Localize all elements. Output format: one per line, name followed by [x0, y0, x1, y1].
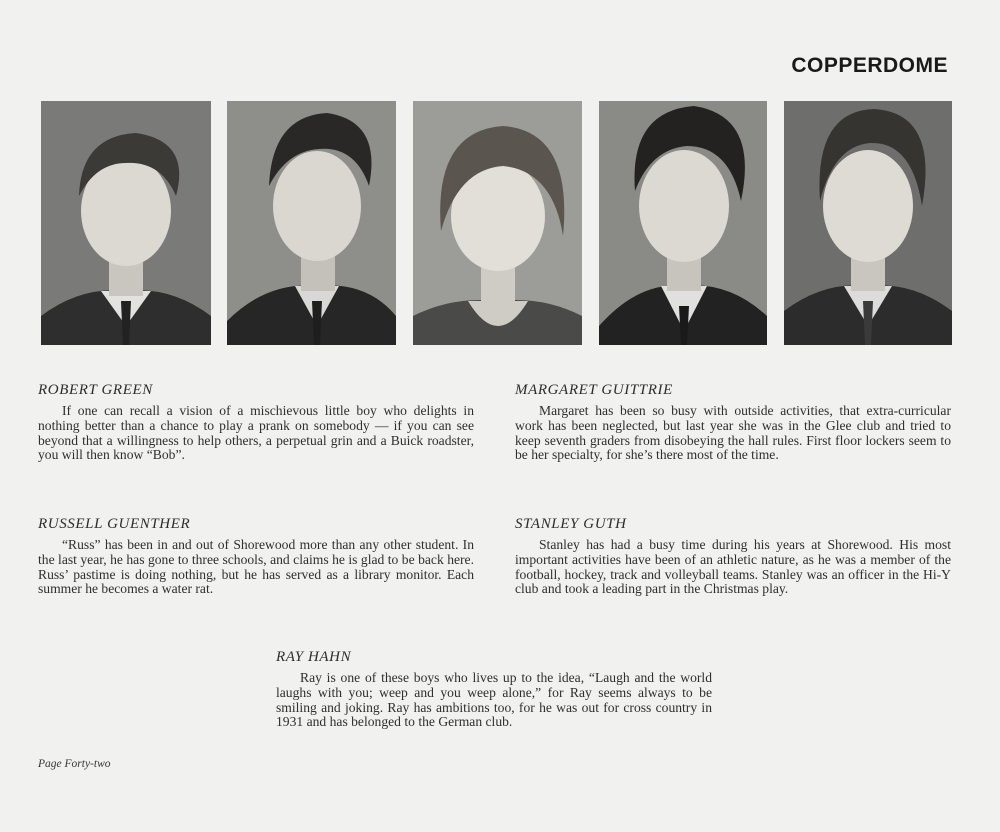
page-number: Page Forty-two [38, 758, 111, 770]
portrait-ray-hahn [784, 101, 952, 345]
student-bio: Ray is one of these boys who lives up to the idea, “Laugh and the world laughs with you; weep and you weep alone,” for Ray seems always to be smiling and joking. Ray has ambitions too, for he was out for cross country in 1931 and has belonged to the German club. [276, 670, 712, 730]
student-name: RUSSELL GUENTHER [38, 516, 191, 532]
student-bio: “Russ” has been in and out of Shorewood more than any other student. In the last year, he has gone to three schools, and claims he is glad to be back here. Russ’ pastime is doing nothing, but he has served as a library monitor. Each summer he becomes a water rat. [38, 537, 474, 597]
student-name: MARGARET GUITTRIE [515, 382, 673, 398]
student-name: ROBERT GREEN [38, 382, 153, 398]
bio-robert-green [38, 382, 474, 463]
student-bio: Stanley has had a busy time during his years at Shorewood. His most important activities have been of an athletic nature, as he was a member of the football, hockey, track and volleyball teams. Stanley was an officer in the Hi-Y club and took a leading part in the Christmas play. [515, 537, 951, 597]
yearbook-title: COPPERDOME [791, 54, 948, 77]
student-bio: Margaret has been so busy with outside activities, that extra-curricular work has been neglected, but last year she was in the Glee club and tried to keep seventh graders from disobeying the hall rules. First floor lockers seem to be her specialty, for she’s there most of the time. [515, 403, 951, 463]
student-name: RAY HAHN [276, 649, 352, 665]
portrait-robert-green [41, 101, 211, 345]
portrait-russell-guenther [227, 101, 396, 345]
bio-ray-hahn [276, 649, 712, 730]
student-bio: If one can recall a vision of a mischievous little boy who delights in nothing better than a chance to play a prank on somebody — if you can see beyond that a willingness to help others, a perpetual grin and a Buick roadster, you will then know “Bob”. [38, 403, 474, 463]
portrait-stanley-guth [599, 101, 767, 345]
portrait-margaret-guittrie [413, 101, 582, 345]
bio-russell-guenther [38, 516, 474, 597]
bio-stanley-guth [515, 516, 951, 597]
student-name: STANLEY GUTH [515, 516, 627, 532]
bio-margaret-guittrie [515, 382, 951, 463]
